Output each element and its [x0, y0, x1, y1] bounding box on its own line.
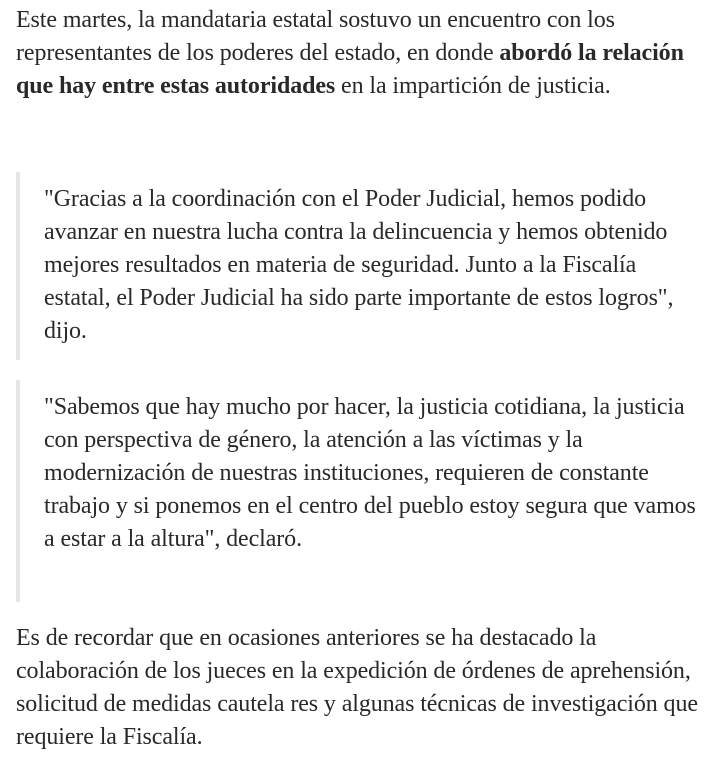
intro-text-start: Este martes, la mandataria estatal sostuvo un encuentro con los representantes de los poderes del estado, en donde — [16, 7, 615, 66]
intro-paragraph — [16, 4, 704, 103]
intro-bold-text: abordó la relación que hay entre estas autoridades — [16, 40, 684, 99]
quote-text: "Gracias a la coordinación con el Poder Judicial, hemos podido avanzar en nuestra lucha contra la delincuencia y hemos obtenido mejores resultados en materia de seguridad. Junto a la Fiscalía estatal, el Poder Judicial ha sido parte importante de estos logros", dijo. — [44, 186, 674, 344]
quote-text: "Sabemos que hay mucho por hacer, la justicia cotidiana, la justicia con perspectiva de género, la atención a las víctimas y la modernización de nuestras instituciones, requieren de constante trabajo y si ponemos en el centro del pueblo estoy segura que vamos a estar a la altura", declaró. — [44, 394, 696, 552]
intro-text-end: en la impartición de justicia. — [335, 73, 611, 99]
closing-paragraph: Es de recordar que en ocasiones anteriores se ha destacado la colaboración de los jueces en la expedición de órdenes de aprehensión, solicitud de medidas cautela res y algunas técnicas de investigación que requiere la Fiscalía. — [16, 625, 698, 750]
blockquote-coordination — [16, 172, 704, 360]
blockquote-justice — [16, 380, 704, 602]
